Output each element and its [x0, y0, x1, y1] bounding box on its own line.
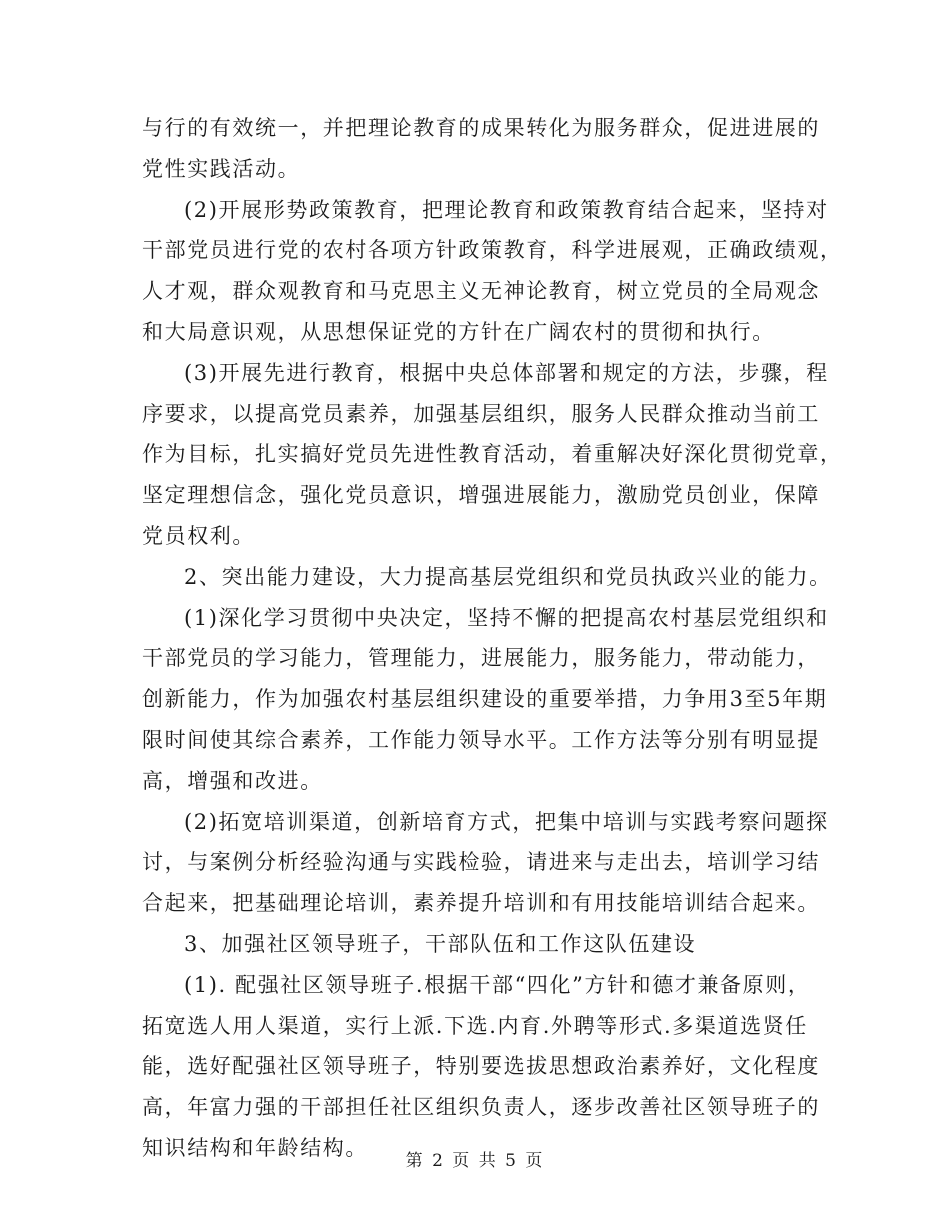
text-line: (1). 配强社区领导班子.根据干部“四化”方针和德才兼备原则， [184, 972, 811, 997]
text-line: 3、加强社区领导班子，干部队伍和工作这队伍建设 [184, 931, 697, 956]
text-line: 与行的有效统一，并把理论教育的成果转化为服务群众，促进进展的 [142, 116, 820, 140]
text-line: 合起来，把基础理论培训，素养提升培训和有用技能培训结合起来。 [142, 891, 820, 916]
text-line: (3)开展先进行教育，根据中央总体部署和规定的方法，步骤，程 [184, 360, 829, 385]
text-line: 知识结构和年龄结构。 [142, 1135, 368, 1160]
text-line: 干部党员进行党的农村各项方针政策教育，科学进展观，正确政绩观， [142, 238, 843, 263]
text-line: (2)拓宽培训渠道，创新培育方式，把集中培训与实践考察问题探 [184, 809, 829, 834]
text-line: 党性实践活动。 [142, 156, 301, 181]
text-line: 创新能力，作为加强农村基层组织建设的重要举措，力争用3至5年期 [142, 687, 828, 712]
text-line: 高，增强和改进。 [142, 768, 323, 793]
text-line: 能，选好配强社区领导班子，特别要选拔思想政治素养好，文化程度 [142, 1054, 820, 1079]
text-line: 2、突出能力建设，大力提高基层党组织和党员执政兴业的能力。 [184, 564, 832, 589]
text-line: 讨，与案例分析经验沟通与实践检验，请进来与走出去，培训学习结 [142, 850, 820, 875]
text-line: (2)开展形势政策教育，把理论教育和政策教育结合起来，坚持对 [184, 197, 829, 222]
page-number-footer: 第 2 页 共 5 页 [405, 1151, 545, 1171]
text-line: 拓宽选人用人渠道，实行上派.下选.内育.外聘等形式.多渠道选贤任 [142, 1013, 808, 1038]
text-line: 党员权利。 [142, 523, 255, 548]
document-body [142, 108, 843, 1169]
text-line: 和大局意识观，从思想保证党的方针在广阔农村的贯彻和执行。 [142, 319, 775, 344]
text-line: 坚定理想信念，强化党员意识，增强进展能力，激励党员创业，保障 [142, 483, 820, 508]
text-line: 限时间使其综合素养，工作能力领导水平。工作方法等分别有明显提 [142, 727, 820, 752]
text-line: 干部党员的学习能力，管理能力，进展能力，服务能力，带动能力， [142, 646, 820, 671]
text-line: 作为目标，扎实搞好党员先进性教育活动，着重解决好深化贯彻党章， [142, 442, 843, 467]
text-line: (1)深化学习贯彻中央决定，坚持不懈的把提高农村基层党组织和 [184, 605, 829, 630]
text-line: 序要求，以提高党员素养，加强基层组织，服务人民群众推动当前工 [142, 401, 820, 426]
text-line: 人才观，群众观教育和马克思主义无神论教育，树立党员的全局观念 [142, 279, 820, 304]
text-line: 高，年富力强的干部担任社区组织负责人，逐步改善社区领导班子的 [142, 1095, 820, 1120]
